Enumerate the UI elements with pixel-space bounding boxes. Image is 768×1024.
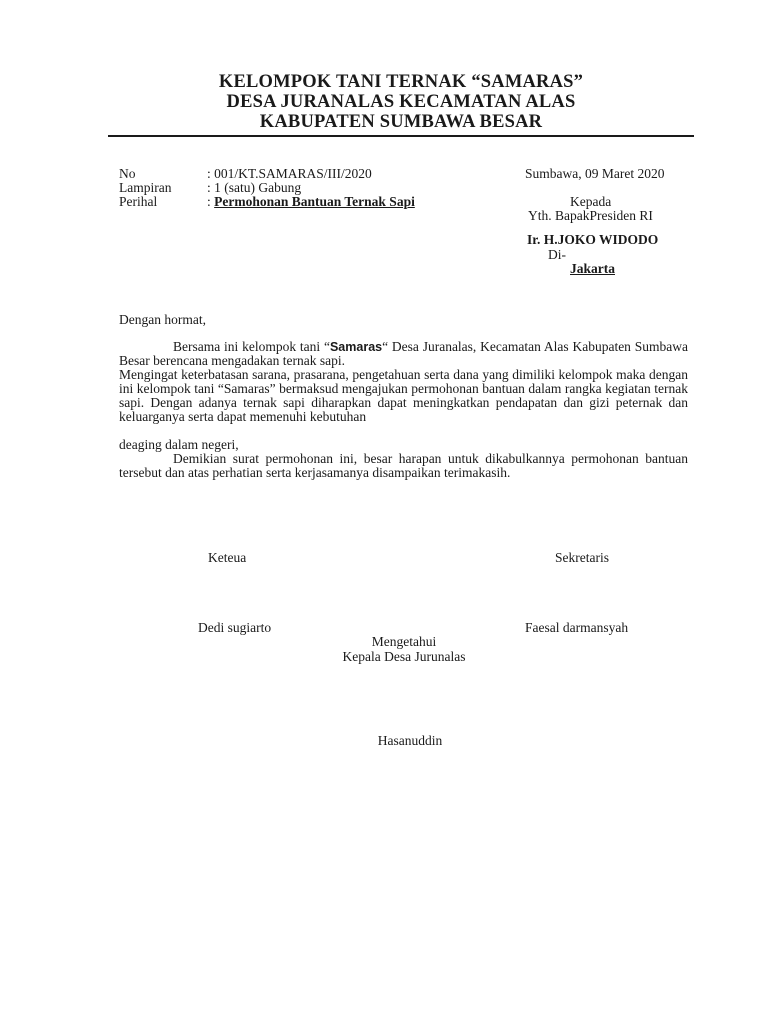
paragraph-1 [119,340,688,368]
perihal-colon: : [207,194,215,209]
recipient-name: Ir. H.JOKO WIDODO [527,232,659,247]
ketua-name: Dedi sugiarto [198,620,272,635]
group-name: Samaras [329,340,383,354]
recipient-kepada: Kepada [570,194,612,209]
letterhead-divider [108,135,694,137]
recipient-yth: Yth. BapakPresiden RI [528,208,653,223]
perihal-value: Permohonan Bantuan Ternak Sapi [214,194,415,209]
letterhead-line-3: KABUPATEN SUMBAWA BESAR [259,112,543,132]
greeting: Dengan hormat, [119,312,206,327]
paragraph-2: Mengingat keterbatasan sarana, prasarana, pengetahuan serta dana yang dimiliki kelompok maka dengan ini kelompok tani “Samaras” bermaksud mengajukan permohonan bantuan dalam rangka kegiatan ternak sapi. Dengan adanya ternak sapi diharapkan dapat meningkatkan pendapatan dan gizi peternak dan keluarganya serta dapat memenuhi kebutuhan [119,367,688,424]
lampiran-value: : 1 (satu) Gabung [207,180,302,195]
recipient-di: Di- [548,247,566,262]
letterhead-line-2: DESA JURANALAS KECAMATAN ALAS [226,92,576,112]
ketua-title: Keteua [208,550,247,565]
paragraph-2-last-line: deaging dalam negeri, [119,437,239,452]
no-label: No [119,166,136,181]
mengetahui-label: Mengetahui [371,634,437,649]
perihal-value-line [207,195,415,209]
sekretaris-title: Sekretaris [555,550,609,565]
perihal-label: Perihal [119,194,158,209]
paragraph-1-end: “ Desa Juranalas, Kecamatan Alas Kabupaten Sumbawa Besar berencana mengadakan ternak sapi. [119,339,688,368]
paragraph-3: Demikian surat permohonan ini, besar harapan untuk dikabulkannya permohonan bantuan tersebut dan atas perhatian serta kerjasamanya disampaikan terimakasih. [119,451,688,480]
kades-name: Hasanuddin [377,733,443,748]
letter-date: Sumbawa, 09 Maret 2020 [525,166,665,181]
lampiran-label: Lampiran [119,180,172,195]
paragraph-1-start: Bersama ini kelompok tani “ [173,339,330,354]
letterhead-line-1: KELOMPOK TANI TERNAK “SAMARAS” [218,72,584,92]
letterhead [108,72,694,132]
recipient-city: Jakarta [570,261,615,276]
no-value: : 001/KT.SAMARAS/III/2020 [207,166,372,181]
kades-title: Kepala Desa Jurunalas [342,649,466,664]
sekretaris-name: Faesal darmansyah [525,620,629,635]
